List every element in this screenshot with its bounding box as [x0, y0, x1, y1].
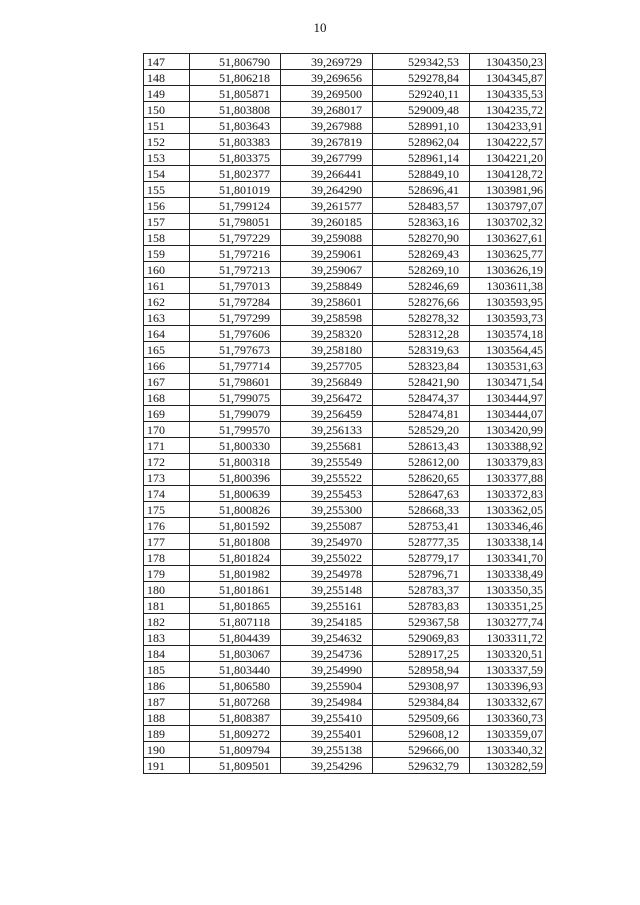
x-coordinate-cell: 528849,10	[373, 166, 470, 182]
point-number-cell: 181	[144, 598, 190, 614]
longitude-cell: 39,269656	[281, 70, 373, 86]
x-coordinate-cell: 529069,83	[373, 630, 470, 646]
x-coordinate-cell: 529240,11	[373, 86, 470, 102]
x-coordinate-cell: 528668,33	[373, 502, 470, 518]
latitude-cell: 51,801808	[190, 534, 281, 550]
x-coordinate-cell: 528777,35	[373, 534, 470, 550]
latitude-cell: 51,799079	[190, 406, 281, 422]
latitude-cell: 51,797216	[190, 246, 281, 262]
y-coordinate-cell: 1304222,57	[470, 134, 546, 150]
latitude-cell: 51,801982	[190, 566, 281, 582]
x-coordinate-cell: 528613,43	[373, 438, 470, 454]
x-coordinate-cell: 529666,00	[373, 742, 470, 758]
x-coordinate-cell: 528270,90	[373, 230, 470, 246]
latitude-cell: 51,797013	[190, 278, 281, 294]
page-number: 10	[313, 20, 327, 35]
point-number-cell: 158	[144, 230, 190, 246]
latitude-cell: 51,803383	[190, 134, 281, 150]
point-number-cell: 161	[144, 278, 190, 294]
y-coordinate-cell: 1303359,07	[470, 726, 546, 742]
table-row	[144, 662, 546, 678]
table-row	[144, 358, 546, 374]
latitude-cell: 51,797284	[190, 294, 281, 310]
x-coordinate-cell: 528363,16	[373, 214, 470, 230]
longitude-cell: 39,255138	[281, 742, 373, 758]
point-number-cell: 185	[144, 662, 190, 678]
longitude-cell: 39,256133	[281, 422, 373, 438]
y-coordinate-cell: 1303797,07	[470, 198, 546, 214]
y-coordinate-cell: 1303593,73	[470, 310, 546, 326]
x-coordinate-cell: 529342,53	[373, 54, 470, 70]
longitude-cell: 39,254970	[281, 534, 373, 550]
point-number-cell: 176	[144, 518, 190, 534]
point-number-cell: 150	[144, 102, 190, 118]
table-row	[144, 278, 546, 294]
longitude-cell: 39,259088	[281, 230, 373, 246]
longitude-cell: 39,269729	[281, 54, 373, 70]
table-row	[144, 454, 546, 470]
y-coordinate-cell: 1303332,67	[470, 694, 546, 710]
x-coordinate-cell: 528421,90	[373, 374, 470, 390]
latitude-cell: 51,799075	[190, 390, 281, 406]
longitude-cell: 39,267988	[281, 118, 373, 134]
latitude-cell: 51,803643	[190, 118, 281, 134]
table-row	[144, 390, 546, 406]
point-number-cell: 152	[144, 134, 190, 150]
point-number-cell: 162	[144, 294, 190, 310]
longitude-cell: 39,255148	[281, 582, 373, 598]
x-coordinate-cell: 528529,20	[373, 422, 470, 438]
point-number-cell: 184	[144, 646, 190, 662]
y-coordinate-cell: 1303379,83	[470, 454, 546, 470]
latitude-cell: 51,806218	[190, 70, 281, 86]
longitude-cell: 39,269500	[281, 86, 373, 102]
latitude-cell: 51,808387	[190, 710, 281, 726]
x-coordinate-cell: 528483,57	[373, 198, 470, 214]
table-row	[144, 326, 546, 342]
y-coordinate-cell: 1303337,59	[470, 662, 546, 678]
table-row	[144, 726, 546, 742]
x-coordinate-cell: 528779,17	[373, 550, 470, 566]
x-coordinate-cell: 529509,66	[373, 710, 470, 726]
y-coordinate-cell: 1304350,23	[470, 54, 546, 70]
x-coordinate-cell: 528612,00	[373, 454, 470, 470]
longitude-cell: 39,254984	[281, 694, 373, 710]
table-row	[144, 598, 546, 614]
y-coordinate-cell: 1303626,19	[470, 262, 546, 278]
y-coordinate-cell: 1303396,93	[470, 678, 546, 694]
table-row	[144, 54, 546, 70]
y-coordinate-cell: 1303420,99	[470, 422, 546, 438]
x-coordinate-cell: 528312,28	[373, 326, 470, 342]
y-coordinate-cell: 1303531,63	[470, 358, 546, 374]
coordinates-table-body	[144, 54, 546, 774]
y-coordinate-cell: 1303593,95	[470, 294, 546, 310]
point-number-cell: 155	[144, 182, 190, 198]
latitude-cell: 51,800318	[190, 454, 281, 470]
y-coordinate-cell: 1303311,72	[470, 630, 546, 646]
table-row	[144, 566, 546, 582]
y-coordinate-cell: 1303377,88	[470, 470, 546, 486]
latitude-cell: 51,802377	[190, 166, 281, 182]
longitude-cell: 39,254990	[281, 662, 373, 678]
longitude-cell: 39,264290	[281, 182, 373, 198]
table-row	[144, 470, 546, 486]
table-row	[144, 198, 546, 214]
longitude-cell: 39,258598	[281, 310, 373, 326]
y-coordinate-cell: 1304221,20	[470, 150, 546, 166]
x-coordinate-cell: 528246,69	[373, 278, 470, 294]
longitude-cell: 39,267799	[281, 150, 373, 166]
latitude-cell: 51,801019	[190, 182, 281, 198]
table-row	[144, 262, 546, 278]
latitude-cell: 51,797714	[190, 358, 281, 374]
latitude-cell: 51,797673	[190, 342, 281, 358]
point-number-cell: 151	[144, 118, 190, 134]
table-row	[144, 550, 546, 566]
table-row	[144, 182, 546, 198]
point-number-cell: 182	[144, 614, 190, 630]
point-number-cell: 188	[144, 710, 190, 726]
y-coordinate-cell: 1304233,91	[470, 118, 546, 134]
y-coordinate-cell: 1303564,45	[470, 342, 546, 358]
point-number-cell: 178	[144, 550, 190, 566]
latitude-cell: 51,800639	[190, 486, 281, 502]
point-number-cell: 175	[144, 502, 190, 518]
point-number-cell: 172	[144, 454, 190, 470]
longitude-cell: 39,258320	[281, 326, 373, 342]
latitude-cell: 51,809794	[190, 742, 281, 758]
coordinates-table	[143, 53, 546, 774]
table-row	[144, 230, 546, 246]
point-number-cell: 171	[144, 438, 190, 454]
longitude-cell: 39,260185	[281, 214, 373, 230]
point-number-cell: 159	[144, 246, 190, 262]
latitude-cell: 51,806580	[190, 678, 281, 694]
latitude-cell: 51,800330	[190, 438, 281, 454]
point-number-cell: 154	[144, 166, 190, 182]
x-coordinate-cell: 528276,66	[373, 294, 470, 310]
x-coordinate-cell: 528620,65	[373, 470, 470, 486]
longitude-cell: 39,254296	[281, 758, 373, 774]
longitude-cell: 39,255410	[281, 710, 373, 726]
point-number-cell: 164	[144, 326, 190, 342]
table-row	[144, 342, 546, 358]
latitude-cell: 51,797606	[190, 326, 281, 342]
table-row	[144, 86, 546, 102]
longitude-cell: 39,255161	[281, 598, 373, 614]
table-row	[144, 614, 546, 630]
longitude-cell: 39,258849	[281, 278, 373, 294]
longitude-cell: 39,268017	[281, 102, 373, 118]
point-number-cell: 190	[144, 742, 190, 758]
latitude-cell: 51,807268	[190, 694, 281, 710]
point-number-cell: 170	[144, 422, 190, 438]
point-number-cell: 179	[144, 566, 190, 582]
table-row	[144, 102, 546, 118]
longitude-cell: 39,258601	[281, 294, 373, 310]
table-row	[144, 374, 546, 390]
latitude-cell: 51,800826	[190, 502, 281, 518]
y-coordinate-cell: 1303350,35	[470, 582, 546, 598]
point-number-cell: 148	[144, 70, 190, 86]
latitude-cell: 51,798051	[190, 214, 281, 230]
latitude-cell: 51,804439	[190, 630, 281, 646]
longitude-cell: 39,255681	[281, 438, 373, 454]
point-number-cell: 157	[144, 214, 190, 230]
point-number-cell: 167	[144, 374, 190, 390]
point-number-cell: 177	[144, 534, 190, 550]
table-row	[144, 70, 546, 86]
latitude-cell: 51,801861	[190, 582, 281, 598]
table-row	[144, 486, 546, 502]
x-coordinate-cell: 528323,84	[373, 358, 470, 374]
x-coordinate-cell: 528783,83	[373, 598, 470, 614]
longitude-cell: 39,266441	[281, 166, 373, 182]
longitude-cell: 39,254185	[281, 614, 373, 630]
latitude-cell: 51,801592	[190, 518, 281, 534]
latitude-cell: 51,801824	[190, 550, 281, 566]
table-row	[144, 214, 546, 230]
table-row	[144, 150, 546, 166]
latitude-cell: 51,798601	[190, 374, 281, 390]
latitude-cell: 51,803067	[190, 646, 281, 662]
x-coordinate-cell: 528961,14	[373, 150, 470, 166]
x-coordinate-cell: 529632,79	[373, 758, 470, 774]
y-coordinate-cell: 1303372,83	[470, 486, 546, 502]
table-row	[144, 534, 546, 550]
y-coordinate-cell: 1304235,72	[470, 102, 546, 118]
y-coordinate-cell: 1303627,61	[470, 230, 546, 246]
table-row	[144, 118, 546, 134]
x-coordinate-cell: 529278,84	[373, 70, 470, 86]
y-coordinate-cell: 1303338,14	[470, 534, 546, 550]
longitude-cell: 39,254978	[281, 566, 373, 582]
table-row	[144, 422, 546, 438]
table-row	[144, 502, 546, 518]
y-coordinate-cell: 1303388,92	[470, 438, 546, 454]
point-number-cell: 189	[144, 726, 190, 742]
point-number-cell: 166	[144, 358, 190, 374]
y-coordinate-cell: 1304345,87	[470, 70, 546, 86]
point-number-cell: 191	[144, 758, 190, 774]
latitude-cell: 51,803808	[190, 102, 281, 118]
x-coordinate-cell: 529367,58	[373, 614, 470, 630]
table-row	[144, 134, 546, 150]
y-coordinate-cell: 1303362,05	[470, 502, 546, 518]
longitude-cell: 39,261577	[281, 198, 373, 214]
point-number-cell: 156	[144, 198, 190, 214]
point-number-cell: 173	[144, 470, 190, 486]
x-coordinate-cell: 528917,25	[373, 646, 470, 662]
point-number-cell: 163	[144, 310, 190, 326]
longitude-cell: 39,254632	[281, 630, 373, 646]
y-coordinate-cell: 1303444,07	[470, 406, 546, 422]
latitude-cell: 51,801865	[190, 598, 281, 614]
x-coordinate-cell: 528474,81	[373, 406, 470, 422]
x-coordinate-cell: 528783,37	[373, 582, 470, 598]
y-coordinate-cell: 1304335,53	[470, 86, 546, 102]
table-row	[144, 246, 546, 262]
longitude-cell: 39,255087	[281, 518, 373, 534]
point-number-cell: 147	[144, 54, 190, 70]
point-number-cell: 187	[144, 694, 190, 710]
x-coordinate-cell: 528269,10	[373, 262, 470, 278]
table-row	[144, 758, 546, 774]
y-coordinate-cell: 1303574,18	[470, 326, 546, 342]
x-coordinate-cell: 529009,48	[373, 102, 470, 118]
x-coordinate-cell: 528474,37	[373, 390, 470, 406]
y-coordinate-cell: 1304128,72	[470, 166, 546, 182]
point-number-cell: 168	[144, 390, 190, 406]
longitude-cell: 39,259061	[281, 246, 373, 262]
longitude-cell: 39,255453	[281, 486, 373, 502]
y-coordinate-cell: 1303625,77	[470, 246, 546, 262]
latitude-cell: 51,797299	[190, 310, 281, 326]
y-coordinate-cell: 1303360,73	[470, 710, 546, 726]
x-coordinate-cell: 529308,97	[373, 678, 470, 694]
point-number-cell: 153	[144, 150, 190, 166]
longitude-cell: 39,256472	[281, 390, 373, 406]
y-coordinate-cell: 1303282,59	[470, 758, 546, 774]
y-coordinate-cell: 1303611,38	[470, 278, 546, 294]
table-row	[144, 518, 546, 534]
latitude-cell: 51,799570	[190, 422, 281, 438]
table-row	[144, 294, 546, 310]
longitude-cell: 39,255522	[281, 470, 373, 486]
point-number-cell: 165	[144, 342, 190, 358]
longitude-cell: 39,255300	[281, 502, 373, 518]
y-coordinate-cell: 1303320,51	[470, 646, 546, 662]
y-coordinate-cell: 1303340,32	[470, 742, 546, 758]
table-row	[144, 694, 546, 710]
latitude-cell: 51,803440	[190, 662, 281, 678]
longitude-cell: 39,267819	[281, 134, 373, 150]
longitude-cell: 39,255401	[281, 726, 373, 742]
point-number-cell: 186	[144, 678, 190, 694]
table-row	[144, 310, 546, 326]
x-coordinate-cell: 528696,41	[373, 182, 470, 198]
point-number-cell: 169	[144, 406, 190, 422]
latitude-cell: 51,800396	[190, 470, 281, 486]
latitude-cell: 51,799124	[190, 198, 281, 214]
longitude-cell: 39,257705	[281, 358, 373, 374]
table-row	[144, 678, 546, 694]
longitude-cell: 39,255549	[281, 454, 373, 470]
y-coordinate-cell: 1303346,46	[470, 518, 546, 534]
x-coordinate-cell: 528796,71	[373, 566, 470, 582]
y-coordinate-cell: 1303471,54	[470, 374, 546, 390]
latitude-cell: 51,806790	[190, 54, 281, 70]
x-coordinate-cell: 528278,32	[373, 310, 470, 326]
table-row	[144, 742, 546, 758]
longitude-cell: 39,254736	[281, 646, 373, 662]
table-row	[144, 582, 546, 598]
point-number-cell: 149	[144, 86, 190, 102]
point-number-cell: 174	[144, 486, 190, 502]
x-coordinate-cell: 528319,63	[373, 342, 470, 358]
longitude-cell: 39,259067	[281, 262, 373, 278]
y-coordinate-cell: 1303351,25	[470, 598, 546, 614]
point-number-cell: 180	[144, 582, 190, 598]
y-coordinate-cell: 1303981,96	[470, 182, 546, 198]
longitude-cell: 39,258180	[281, 342, 373, 358]
latitude-cell: 51,803375	[190, 150, 281, 166]
latitude-cell: 51,809272	[190, 726, 281, 742]
x-coordinate-cell: 528647,63	[373, 486, 470, 502]
x-coordinate-cell: 528958,94	[373, 662, 470, 678]
table-row	[144, 406, 546, 422]
latitude-cell: 51,807118	[190, 614, 281, 630]
latitude-cell: 51,797229	[190, 230, 281, 246]
table-row	[144, 646, 546, 662]
longitude-cell: 39,255022	[281, 550, 373, 566]
x-coordinate-cell: 528269,43	[373, 246, 470, 262]
x-coordinate-cell: 528991,10	[373, 118, 470, 134]
latitude-cell: 51,797213	[190, 262, 281, 278]
longitude-cell: 39,256459	[281, 406, 373, 422]
longitude-cell: 39,255904	[281, 678, 373, 694]
y-coordinate-cell: 1303338,49	[470, 566, 546, 582]
x-coordinate-cell: 529384,84	[373, 694, 470, 710]
y-coordinate-cell: 1303341,70	[470, 550, 546, 566]
point-number-cell: 160	[144, 262, 190, 278]
x-coordinate-cell: 529608,12	[373, 726, 470, 742]
x-coordinate-cell: 528962,04	[373, 134, 470, 150]
table-row	[144, 710, 546, 726]
latitude-cell: 51,809501	[190, 758, 281, 774]
y-coordinate-cell: 1303702,32	[470, 214, 546, 230]
x-coordinate-cell: 528753,41	[373, 518, 470, 534]
point-number-cell: 183	[144, 630, 190, 646]
y-coordinate-cell: 1303277,74	[470, 614, 546, 630]
table-row	[144, 166, 546, 182]
y-coordinate-cell: 1303444,97	[470, 390, 546, 406]
table-row	[144, 630, 546, 646]
longitude-cell: 39,256849	[281, 374, 373, 390]
latitude-cell: 51,805871	[190, 86, 281, 102]
table-row	[144, 438, 546, 454]
